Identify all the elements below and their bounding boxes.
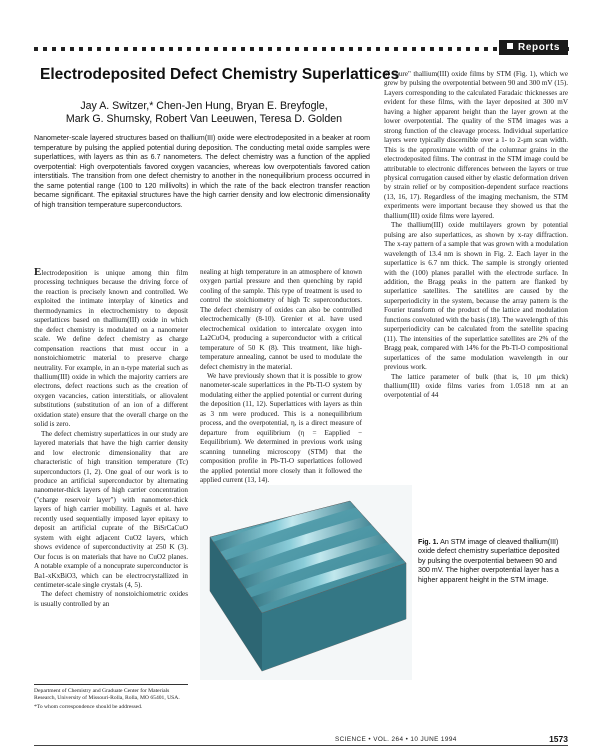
body-paragraph: The defect chemistry superlattices in our study are layered materials that have the high carrier density and low electronic dimensionality that are characteristic of high transition temperature (Tc) superconductors (1, 2). One goal of our work is to produce an artificial superconductor by alternating nanometer-thick layers of high carrier concentration ("charge reservoir layer") with nanometer-thick layers of high carrier mobility. Laguës et al. have recently used sequentially imposed layer epitaxy to deposit an artificial cuprate of the BiSrCaCuO system with eight adjacent CuO2 layers, which shows evidence of superconductivity at 250 K (3). Our focus is on materials that have no CuO2 planes. A notable example of a noncuprate superconductor is Ba1-xKxBiO3, which can be electrocrystallized in centimeter-scale single crystals (4, 5). bbox=[34, 429, 188, 589]
rule-dot bbox=[34, 47, 38, 51]
footnote-rule bbox=[34, 684, 188, 685]
rule-dot bbox=[250, 47, 254, 51]
author-list bbox=[40, 100, 368, 126]
rule-dot bbox=[52, 47, 56, 51]
rule-dot bbox=[241, 47, 245, 51]
figure-label: Fig. 1. bbox=[418, 538, 439, 546]
figure-caption bbox=[418, 538, 568, 585]
body-column-2 bbox=[200, 268, 362, 484]
rule-dot bbox=[421, 47, 425, 51]
rule-dot bbox=[313, 47, 317, 51]
section-bullet-icon bbox=[507, 43, 513, 49]
body-paragraph: nealing at high temperature in an atmosphere of known oxygen partial pressure and then quenching by rapid cooling of the sample. This type of treatment is used to control the stoichiometry of high Tc superconductors. The defect chemistry of oxides can also be controlled electrochemically (8-10). Grenier et al. have used electrochemical oxidation to intercalate oxygen into La2CuO4, producing a superconductor with a critical temperature of 50 K (8). This treatment, like high-temperature annealing, cannot be used to modulate the defect chemistry in the material. bbox=[200, 268, 362, 371]
rule-dot bbox=[367, 47, 371, 51]
rule-dot bbox=[268, 47, 272, 51]
rule-dot bbox=[466, 47, 470, 51]
rule-dot bbox=[70, 47, 74, 51]
rule-dot bbox=[331, 47, 335, 51]
rule-dot bbox=[196, 47, 200, 51]
journal-footer: SCIENCE • VOL. 264 • 10 JUNE 1994 bbox=[335, 736, 457, 743]
affiliation-text: Department of Chemistry and Graduate Center for Materials Research, University of Missouri-Rolla, Rolla, MO 65401, USA. bbox=[34, 687, 180, 701]
rule-dot bbox=[340, 47, 344, 51]
rule-dot bbox=[475, 47, 479, 51]
body-paragraph: The thallium(III) oxide multilayers grown by potential pulsing are also superlattices, as shown by x-ray diffraction. The x-ray pattern of a sample that was grown with a modulation wavelength of 13.4 nm is shown in Fig. 2. Each layer in the superlattice is 6.7 nm thick. The sample is strongly oriented with the (100) planes parallel with the electrode surface. In addition, the Bragg peaks in the pattern are flanked by superlattice satellites. The satellites are caused by the superperiodicity in the system, because the array pattern is the Fourier transform of the product of the lattice and modulation functions convoluted with the basis (18). The wavelength of this superperiodicity can be calculated from the satellite spacing (11). The intensities of the superlattice satellites are 2% of the Bragg peak, compared with 14% for the Pb-Tl-O compositional superlattices of the same modulation wavelength in our previous work. bbox=[384, 221, 568, 372]
rule-dot bbox=[178, 47, 182, 51]
rule-dot bbox=[349, 47, 353, 51]
rule-dot bbox=[79, 47, 83, 51]
rule-dot bbox=[88, 47, 92, 51]
rule-dot bbox=[223, 47, 227, 51]
body-column-3 bbox=[384, 70, 568, 534]
correspondence-text: *To whom correspondence should be addressed. bbox=[34, 703, 143, 710]
rule-dot bbox=[61, 47, 65, 51]
rule-dot bbox=[43, 47, 47, 51]
footer-rule bbox=[34, 745, 568, 746]
rule-dot bbox=[187, 47, 191, 51]
page-number: 1573 bbox=[549, 734, 568, 744]
rule-dot bbox=[133, 47, 137, 51]
rule-dot bbox=[358, 47, 362, 51]
rule-dot bbox=[448, 47, 452, 51]
figure-caption-text: An STM image of cleaved thallium(III) oxide defect chemistry superlattice deposited by pulsing the overpotential between 90 and 300 mV. The higher overpotential layer has a higher apparent height in the STM image. bbox=[418, 538, 560, 584]
rule-dot bbox=[160, 47, 164, 51]
abstract: Nanometer-scale layered structures based on thallium(III) oxide were electrodeposited in a beaker at room temperature by pulsing the applied potential during deposition. The conducting metal oxide samples were superlattices, with layers as thin as 6.7 nanometers. The defect chemistry was a function of the applied overpotential: High overpotentials favored oxygen vacancies, whereas low overpotentials favored cation interstitials. The transition from one defect chemistry to another in the nonequilibrium process occurred in the same potential range (100 to 120 millivolts) in which the rate of the back electron transfer reaction became significant. The epitaxial structures have the high carrier density and low electronic dimensionality of high transition temperature superconductors. bbox=[34, 134, 370, 209]
section-tag bbox=[499, 40, 568, 55]
author-line-1: Jay A. Switzer,* Chen-Jen Hung, Bryan E. Breyfogle, bbox=[80, 100, 328, 112]
rule-dot bbox=[115, 47, 119, 51]
rule-dot bbox=[232, 47, 236, 51]
body-paragraph: of "pure" thallium(III) oxide films by STM (Fig. 1), which we grew by pulsing the overpotential between 90 and 300 mV (15). Layers corresponding to the calculated Faradaic thicknesses are evident for these films, with the layer deposited at 300 mV having a higher apparent height than the layer grown at the lower overpotential. The quality of the STM images was a strong function of the cleavage process. Individual superlattice layers were typically discernible over a 1- to 2-μm scan width. This is the approximate width of the columnar grains in the electrodeposited films. The contrast in the STM image could be attributable to electronic differences between the layers or true physical corrugation caused either by elastic deformation driven by strain relief or by composition-dependent surface reactions (13, 16, 17). Regardless of the imaging mechanism, the STM experiments were important because they showed us that the thallium(III) oxide films were layered. bbox=[384, 70, 568, 220]
rule-dot bbox=[439, 47, 443, 51]
rule-dot bbox=[493, 47, 497, 51]
author-line-2: Mark G. Shumsky, Robert Van Leeuwen, Teresa D. Golden bbox=[65, 113, 343, 125]
rule-dot bbox=[286, 47, 290, 51]
body-paragraph: The lattice parameter of bulk (that is, 10 μm thick) thallium(III) oxide films varies from 1.0518 nm at an overpotential of 44 bbox=[384, 372, 568, 400]
rule-dot bbox=[277, 47, 281, 51]
header-dotted-rule bbox=[34, 46, 496, 51]
body-column-1 bbox=[34, 268, 188, 680]
rule-dot bbox=[394, 47, 398, 51]
drop-cap: E bbox=[34, 266, 42, 278]
rule-dot bbox=[484, 47, 488, 51]
rule-dot bbox=[322, 47, 326, 51]
body-paragraph: We have previously shown that it is possible to grow nanometer-scale superlattices in the Pb-Tl-O system by modulating either the applied potential or current during the deposition (11, 12). Superlattices with layers as thin as 3 nm were produced. This is a nonequilibrium process, and the overpotential, η, is a direct measure of departure from equilibrium (η = Eapplied − Eequilibrium). We determined in previous work using scanning tunneling microscopy (STM) that the composition profile in Pb-Tl-O superlattices followed the applied potential more closely than it followed the applied current (13, 14). bbox=[200, 371, 362, 484]
section-label: Reports bbox=[518, 42, 560, 53]
rule-dot bbox=[385, 47, 389, 51]
rule-dot bbox=[205, 47, 209, 51]
rule-dot bbox=[259, 47, 263, 51]
stm-image-figure bbox=[200, 485, 412, 680]
rule-dot bbox=[169, 47, 173, 51]
rule-dot bbox=[151, 47, 155, 51]
body-paragraph: The defect chemistry of nonstoichiometric oxides is usually controlled by an bbox=[34, 590, 188, 608]
rule-dot bbox=[376, 47, 380, 51]
rule-dot bbox=[304, 47, 308, 51]
rule-dot bbox=[403, 47, 407, 51]
article-title: Electrodeposited Defect Chemistry Superlattices bbox=[40, 66, 400, 83]
affiliation-footnote bbox=[34, 684, 188, 711]
rule-dot bbox=[430, 47, 434, 51]
rule-dot bbox=[142, 47, 146, 51]
rule-dot bbox=[457, 47, 461, 51]
rule-dot bbox=[106, 47, 110, 51]
body-paragraph: Electrodeposition is unique among thin film processing techniques because the driving force of the reaction is precisely known and controlled. We exploited the intimate interplay of kinetics and thermodynamics in electrochemistry to deposit superlattices based on thallium(III) oxide in which the defect chemistry is modulated on a nanometer scale. We define defect chemistry as charge compensation reactions that must occur in a nonstoichiometric material to preserve charge neutrality. For example, in an n-type material such as thallium(III) oxide in which the majority carriers are electrons, defect reactions such as the creation of oxygen vacancies, cation interstitials, or aliovalent substitutions (substitution of an ion of a different oxidation state) ensure that the overall charge on the solid is zero. bbox=[34, 266, 188, 429]
rule-dot bbox=[295, 47, 299, 51]
rule-dot bbox=[97, 47, 101, 51]
rule-dot bbox=[214, 47, 218, 51]
rule-dot bbox=[412, 47, 416, 51]
rule-dot bbox=[124, 47, 128, 51]
